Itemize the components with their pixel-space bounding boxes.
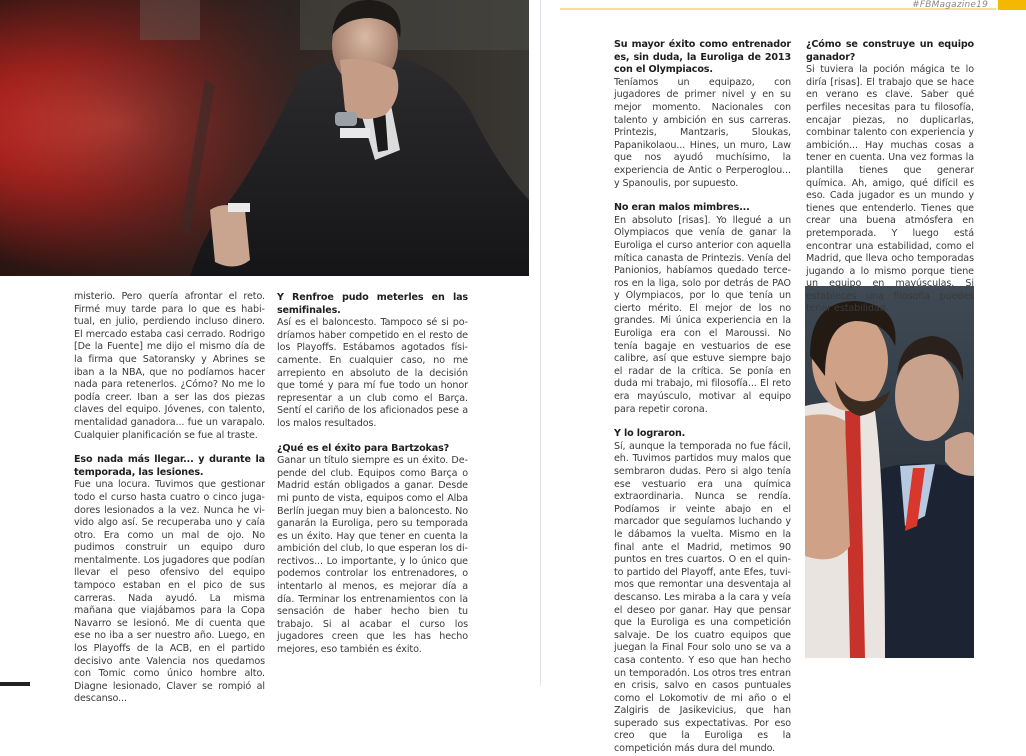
article-column-4	[806, 39, 974, 316]
paragraph: misterio. Pero quería afrontar el reto. Firmé muy tarde para lo que es habitual, en julio, perdiendo incluso dinero. El mercado estaba casi cerrado. Rodrigo [De la Fuente] me dijo el mismo día de la firma que Satoransky y Abrines se iban a la NBA, que no podíamos hacer nada para retenerlos. ¿Cómo? No me lo podía creer. Iban a ser las dos piezas claves del equipo. Jóvenes, con talento, mentalidad ganadora... fue un varapalo. Cualquier planificación se fue al traste.	[74, 291, 265, 441]
magazine-hashtag: #FBMagazine19	[912, 0, 988, 10]
article-column-2	[277, 292, 468, 657]
paragraph: En absoluto [risas]. Yo llegué a un Olympiacos que venía de ganar la Euroliga el curso anterior con aquella mítica canasta de Printezis. Venía del Panionios, habíamos quedado terceros en la liga, solo por detrás de PAO y Olympiacos, por lo que tenía un cierto mérito. El mejor de los no grandes. Mi única experiencia en la Euroliga era con el Maroussi. No tenía bagaje en vestuarios de ese calibre, así que estuve siempre bajo el radar de la crítica. Se ponía en duda mi trabajo, mi filosofía... El reto era mayúsculo, motivar al equipo para repetir corona.	[614, 214, 791, 415]
article-column-3	[614, 39, 791, 756]
paragraph: Sí, aunque la temporada no fue fácil, eh. Tuvimos partidos muy malos que sembraron dudas. Pero si algo tenía ese vestuario era una química extraordinaria. Nunca se rendía. Podíamos ir veinte abajo en el marcador que seguíamos luchando y le dábamos la vuelta. Mismo en la final ante el Madrid, metimos 90 puntos en tres cuartos. O en el quinto partido del Playoff, ante Efes, tuvimos que remontar una desventaja al descanso. Les miraba a la cara y veía el deseo por ganar. Hay que pensar que la Euroliga es una competición salvaje. De los cuatro equipos que juegan la Final Four solo uno se va a casa contento. Y eso que han hecho un temporadón. Los otros tres entran en crisis, salvo en casos puntuales como el Lokomotiv de mi año o el Zalgiris de Jasikevicius, que han superado sus expectativas. Por eso creo que la Euroliga es la competición más dura del mundo.	[614, 440, 791, 755]
page-corner-marker	[0, 682, 30, 686]
header-accent-tab	[998, 0, 1026, 10]
interview-question: ¿Cómo se construye un equipo ganador?	[806, 39, 974, 63]
paragraph: Si tuviera la poción mágica te lo diría [risas]. El trabajo que se hace en verano es clave. Saber qué perfiles necesitas para tu filosofía, encajar piezas, no duplicarlas, combinar talento con experiencia y ambición... Hay muchas cosas a tener en cuenta. Una vez formas la plantilla tienes que generar química. Ah, amigo, qué difícil es eso. Cada jugador es un mundo y tienes que entenderlo. Tienes que crear una buena atmósfera en pretemporada. Y luego está encontrar una estabilidad, como el Madrid, que lleva ocho temporadas jugando a lo mismo porque tiene un equipo en mayúsculas. Si estableces una filosofía puedes tener estabilidad.	[806, 64, 974, 315]
interview-question: No eran malos mimbres...	[614, 202, 750, 214]
article-column-1	[74, 291, 265, 706]
paragraph: Fue una locura. Tuvimos que gestionar todo el curso hasta cuatro o cinco jugadores lesionados a la vez. Nunca he vivido algo así. Se recuperaba uno y caía otro. Era como un mal de ojo. No pudimos construir un equipo duro mentalmente. Los jugadores que podían llevar el peso ofensivo del equipo tampoco estaban en el pico de sus carreras. Nada ayudó. La misma mañana que viajábamos para la Copa Navarro se lesionó. Me di cuenta que ese no iba a ser nuestro año. Luego, en los Playoffs de la ACB, en el partido decisivo ante Valencia nos quedamos con Tomic como único hombre alto. Diagne lesionado, Claver se rompió al descanso...	[74, 479, 265, 705]
interview-question: Y lo lograron.	[614, 428, 686, 440]
photo-coach-seated	[0, 0, 529, 276]
paragraph: Teníamos un equipazo, con jugadores de primer nivel y en su mejor momento. Nacionales con talento y ambición en sus carreras. Printezis, Mantzaris, Sloukas, Papanikolaou... Hines, un muro, Law que nos ayudó muchísimo, la experiencia de Antic o Perperoglou... y Spanoulis, por supuesto.	[614, 76, 791, 189]
paragraph: Ganar un título siempre es un éxito. Depende del club. Equipos como Barça o Madrid están obligados a ganar. Desde mi punto de vista, equipos como el Alba Berlín juegan muy bien a baloncesto. No ganarán la Euroliga, pero su temporada es un éxito. Hay que tener en cuenta la ambición del club, lo que esperan los directivos... Lo importante, y lo único que podemos controlar los entrenadores, o intentarlo al menos, es mejorar día a día. Terminar los entrenamientos con la sensación de haber hecho bien tu trabajo. Si al acabar el curso los jugadores creen que les has hecho mejores, eso también es éxito.	[277, 455, 468, 656]
spread-divider	[540, 0, 541, 686]
interview-question: Su mayor éxito como entrenador es, sin duda, la Euroliga de 2013 con el Olympiacos.	[614, 39, 791, 76]
paragraph: Así es el baloncesto. Tampoco sé si podríamos haber competido en el resto de los Playoffs. Estábamos agotados físicamente. En cualquier caso, no me arrepiento en absoluto de la decisión que tomé y para mí fue todo un honor representar a un club como el Barça. Sentí el cariño de los aficionados pese a los malos resultados.	[277, 317, 468, 429]
interview-question: Y Renfroe pudo meterles en las semifinales.	[277, 292, 468, 316]
photo-coach-and-player	[805, 286, 974, 658]
interview-question: Eso nada más llegar... y durante la temporada, las lesiones.	[74, 454, 265, 478]
interview-question: ¿Qué es el éxito para Bartzokas?	[277, 442, 450, 454]
